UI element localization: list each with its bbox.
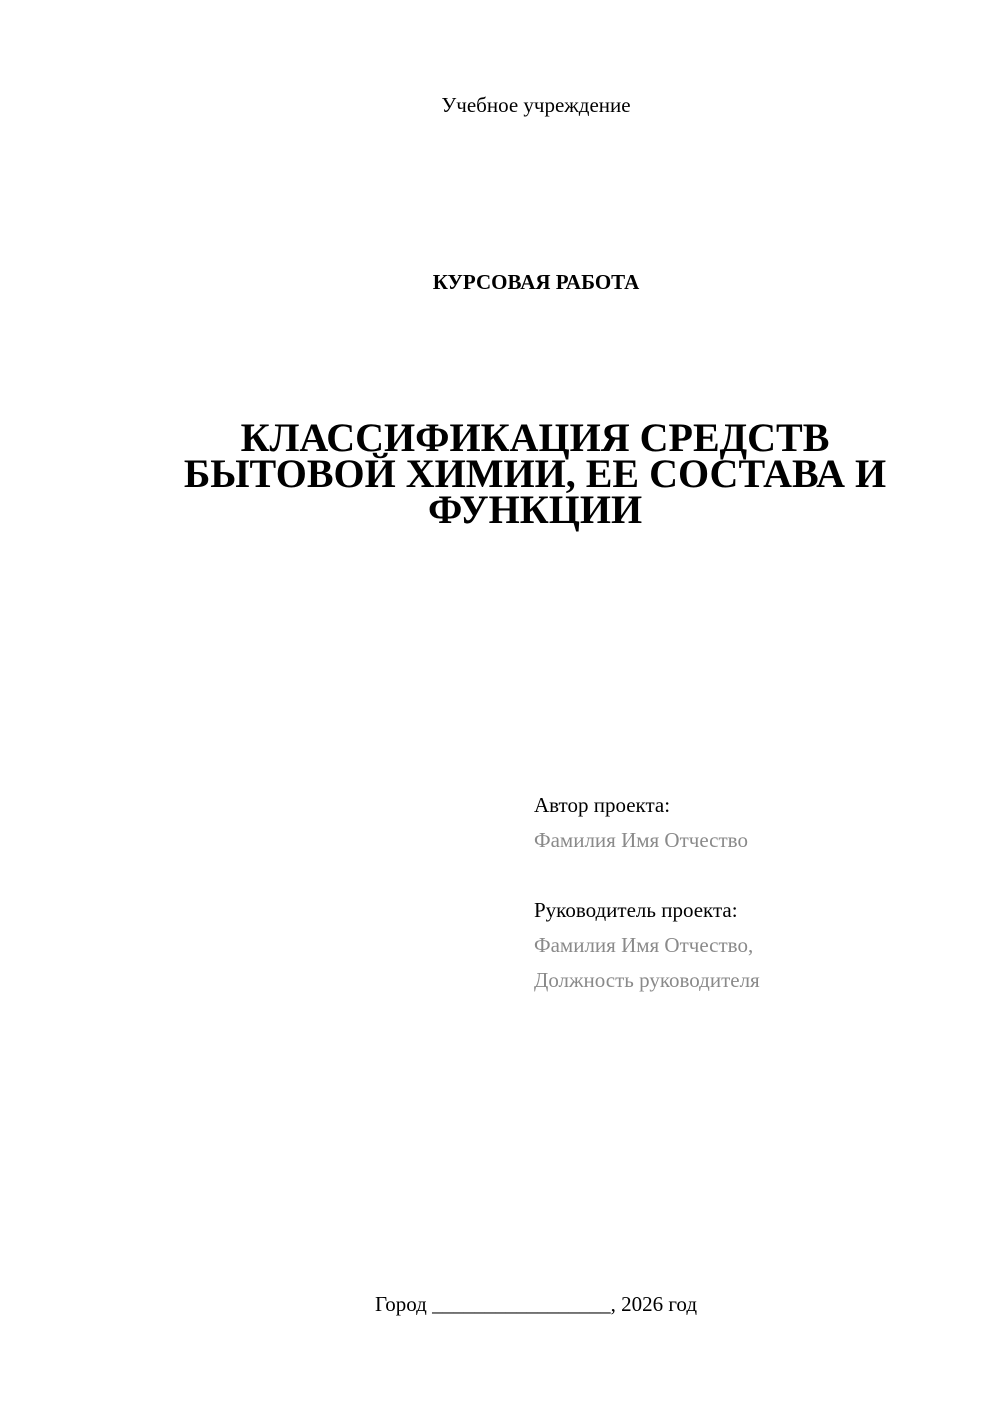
city-year-line bbox=[0, 1290, 1000, 1318]
supervisor-position: Должность руководителя bbox=[534, 968, 760, 992]
author-name: Фамилия Имя Отчество bbox=[534, 828, 748, 852]
title-line: КЛАССИФИКАЦИЯ СРЕДСТВ bbox=[240, 415, 830, 460]
supervisor-label: Руководитель проекта: bbox=[534, 898, 738, 922]
supervisor-block bbox=[534, 893, 760, 998]
year-text: , 2026 год bbox=[610, 1292, 698, 1316]
work-type-heading: КУРСОВАЯ РАБОТА bbox=[432, 270, 640, 294]
supervisor-name: Фамилия Имя Отчество, bbox=[534, 933, 754, 957]
city-label: Город bbox=[374, 1292, 427, 1316]
document-title bbox=[150, 415, 920, 532]
city-blank: _________________ bbox=[432, 1292, 611, 1316]
title-line: ФУНКЦИИ bbox=[427, 487, 643, 532]
author-label: Автор проекта: bbox=[534, 793, 671, 817]
title-line: БЫТОВОЙ ХИМИИ, ЕЕ СОСТАВА И bbox=[183, 451, 887, 496]
institution-name: Учебное учреждение bbox=[441, 93, 631, 117]
author-block bbox=[534, 788, 748, 858]
